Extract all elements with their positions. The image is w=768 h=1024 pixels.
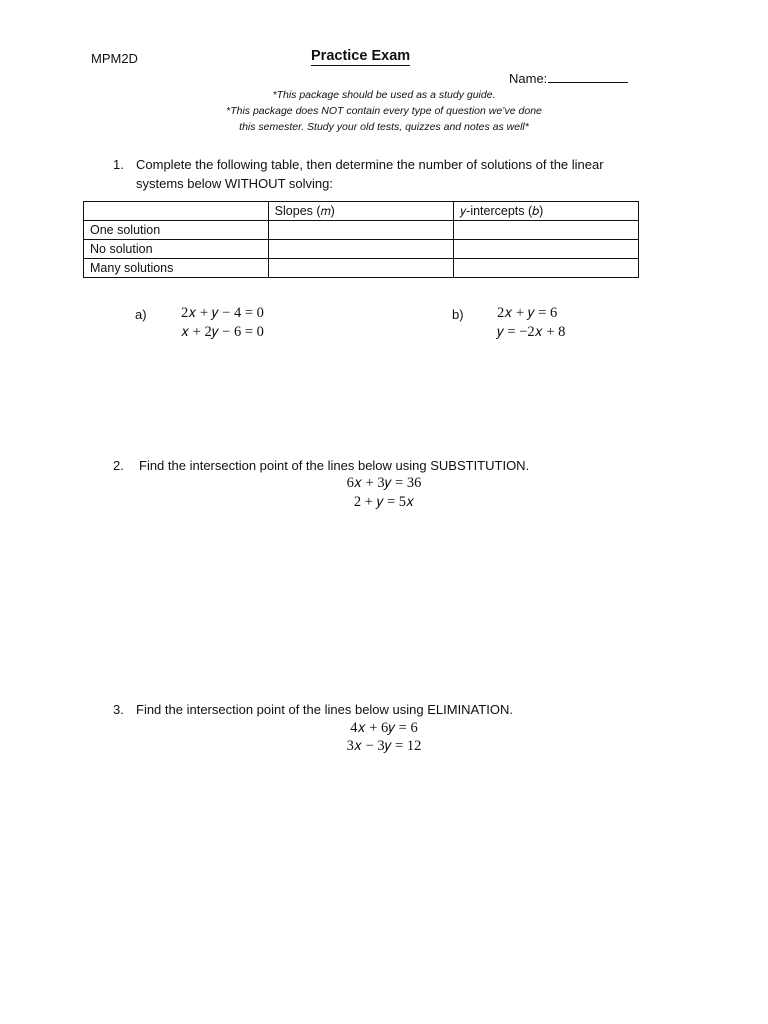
part-a-equation-2: 𝑥 + 2𝑦 − 6 = 0 — [181, 324, 264, 340]
solutions-table — [83, 201, 639, 278]
table-cell-blank — [454, 259, 639, 278]
table-cell-blank — [268, 240, 454, 259]
question-3-number: 3. — [113, 702, 124, 717]
question-1-number: 1. — [113, 157, 124, 172]
part-a-equation-1: 2𝑥 + 𝑦 − 4 = 0 — [181, 305, 264, 321]
table-cell-blank — [268, 259, 454, 278]
question-3-text: Find the intersection point of the lines below using ELIMINATION. — [136, 702, 513, 717]
table-row — [84, 240, 639, 259]
table-header-cell — [84, 202, 269, 221]
question-1-text-line-1: Complete the following table, then determine the number of solutions of the linear — [136, 157, 604, 172]
table-cell-blank — [268, 221, 454, 240]
table-row-label: One solution — [84, 221, 269, 240]
part-b-label: b) — [452, 307, 464, 322]
part-b-equation-2: 𝑦 = −2𝑥 + 8 — [497, 324, 566, 340]
study-note-line-3: this semester. Study your old tests, quizzes and notes as well* — [239, 121, 529, 133]
question-2-text: Find the intersection point of the lines below using SUBSTITUTION. — [139, 458, 530, 473]
name-label: Name: — [509, 71, 548, 86]
course-code: MPM2D — [91, 51, 138, 66]
question-2-equation-1: 6𝑥 + 3𝑦 = 36 — [346, 475, 422, 491]
table-cell-blank — [454, 221, 639, 240]
table-cell-blank — [454, 240, 639, 259]
table-header-cell: 𝑦-intercepts (𝑏) — [454, 202, 639, 221]
part-a-label: a) — [135, 307, 147, 322]
question-3-equation-2: 3𝑥 − 3𝑦 = 12 — [346, 738, 422, 754]
question-2-equation-2: 2 + 𝑦 = 5𝑥 — [353, 494, 415, 510]
table-row — [84, 221, 639, 240]
table-header-row — [84, 202, 639, 221]
question-3-equation-1: 4𝑥 + 6𝑦 = 6 — [350, 720, 418, 736]
table-row — [84, 259, 639, 278]
name-field — [509, 70, 628, 86]
name-blank-line — [548, 70, 628, 83]
question-1-text-line-2: systems below WITHOUT solving: — [136, 176, 333, 191]
question-2-number: 2. — [113, 458, 124, 473]
table-header-cell: Slopes (𝑚) — [268, 202, 454, 221]
study-note-line-1: *This package should be used as a study guide. — [272, 89, 496, 101]
table-row-label: Many solutions — [84, 259, 269, 278]
table-row-label: No solution — [84, 240, 269, 259]
part-b-equation-1: 2𝑥 + 𝑦 = 6 — [497, 305, 558, 321]
study-note-line-2: *This package does NOT contain every type of question we’ve done — [226, 105, 542, 117]
page-title: Practice Exam — [311, 48, 411, 64]
